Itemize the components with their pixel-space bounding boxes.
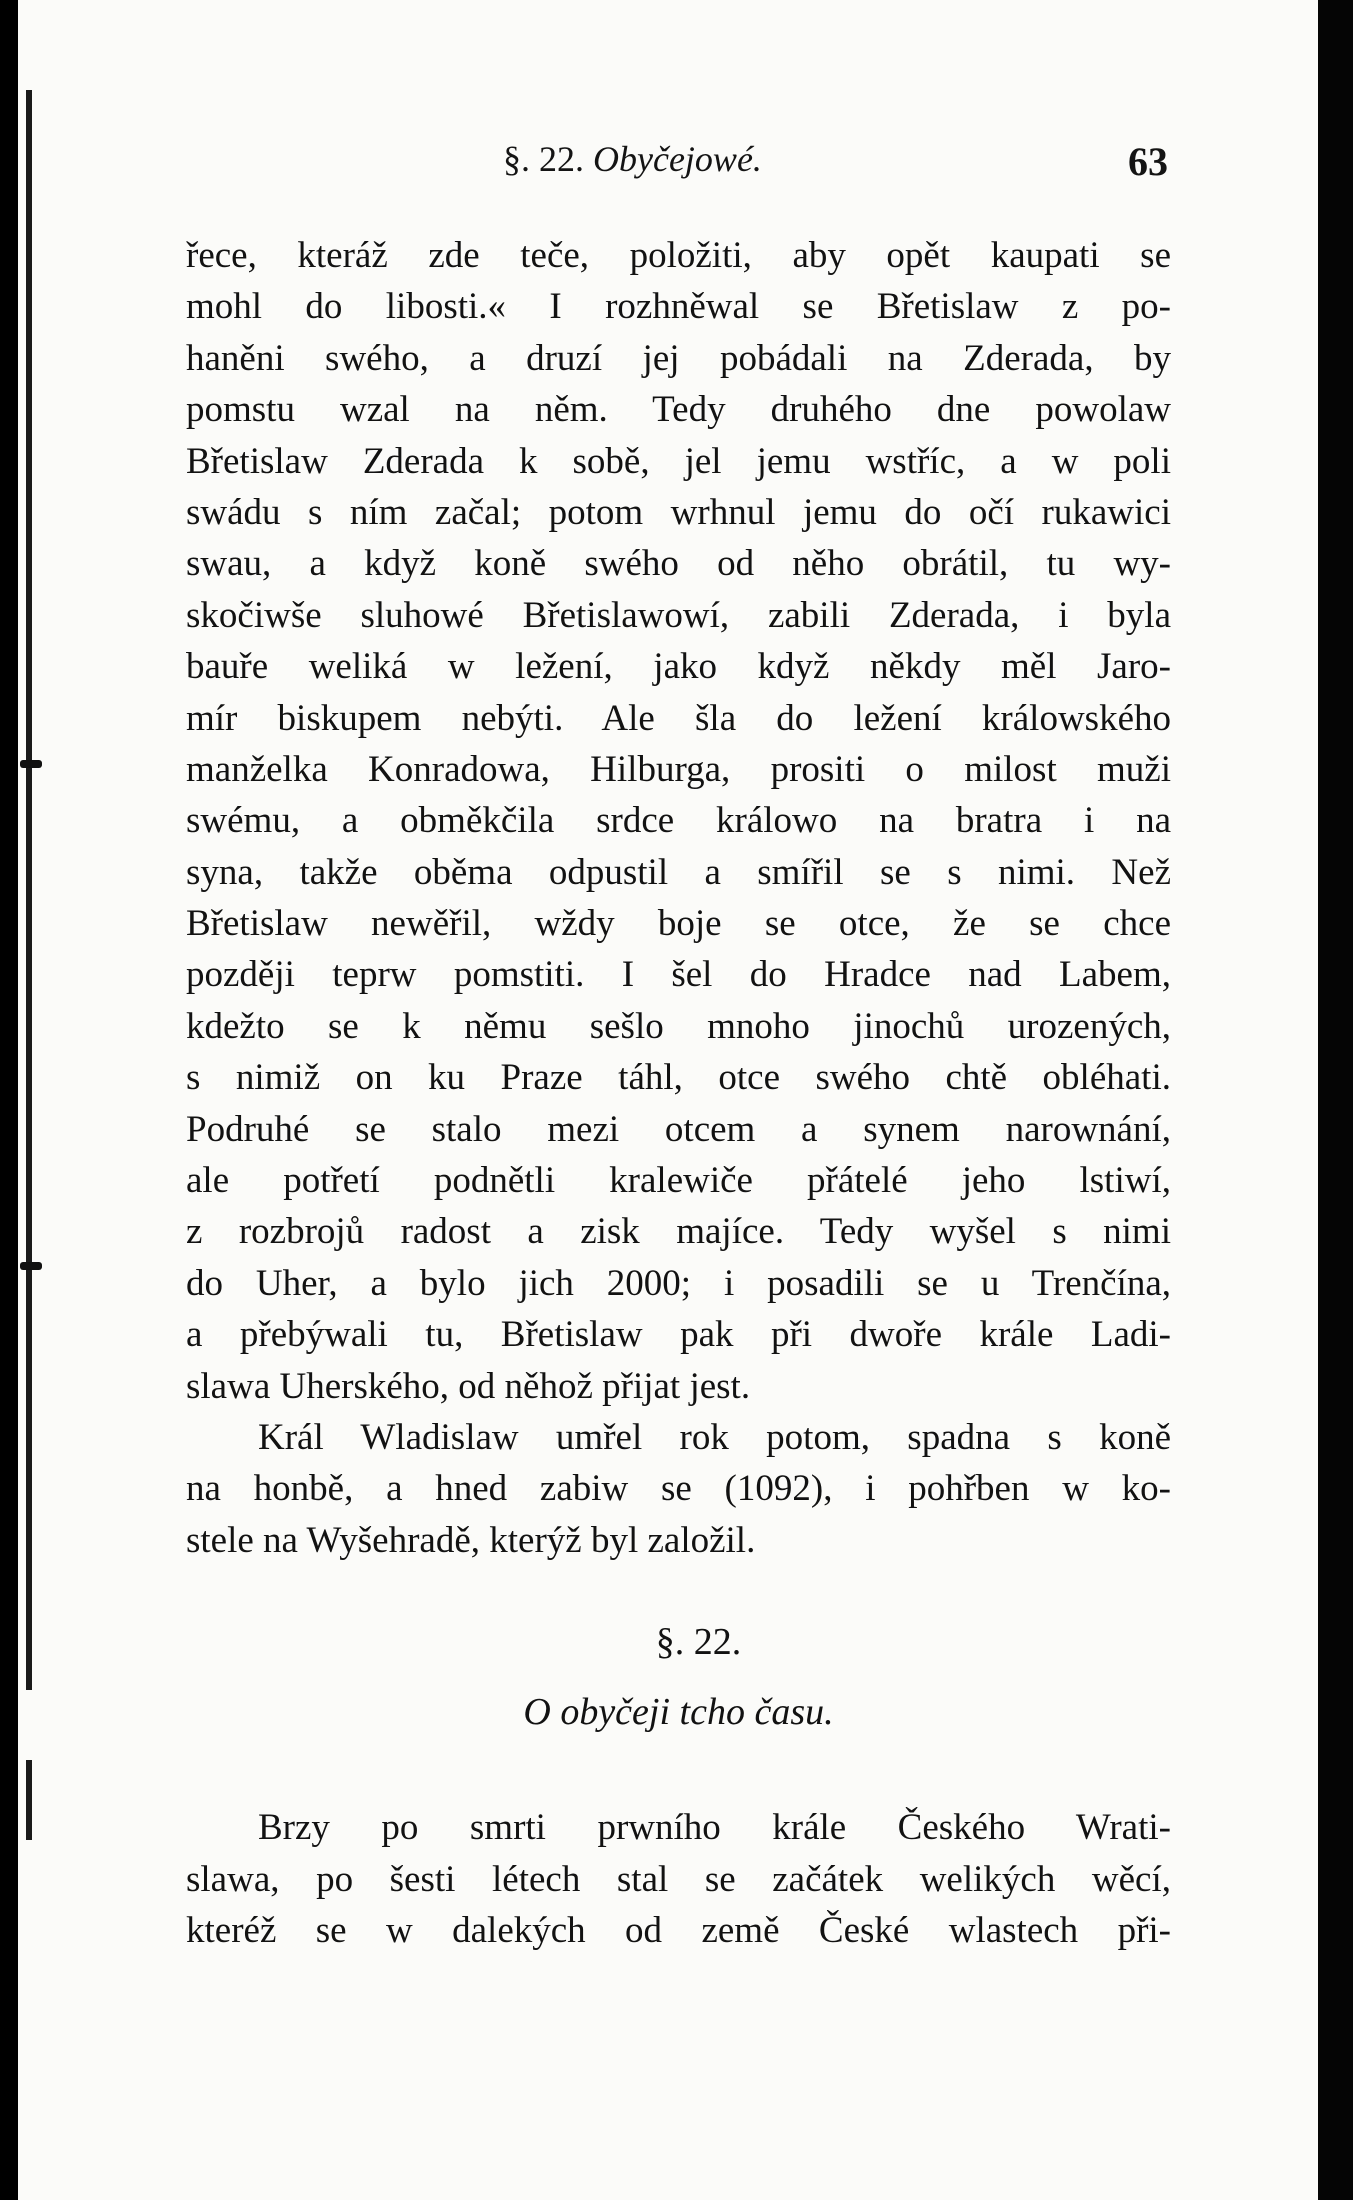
text-line: Král Wladislaw umřel rok potom, spadna s koně	[258, 1416, 1171, 1458]
text-line: skočiwše sluhowé Břetislawowí, zabili Zderada, i byla	[186, 594, 1171, 636]
page-binding-edge-lower	[26, 1760, 32, 1840]
text-line: Břetislaw newěřil, wždy boje se otce, že se chce	[186, 903, 1171, 945]
running-head-title: Obyčejowé.	[593, 139, 762, 179]
text-line: swau, a když koně swého od něho obrátil, tu wy-	[186, 543, 1171, 585]
text-line: swému, a obměkčila srdce králowo na bratra i na	[186, 800, 1171, 842]
text-line: mohl do libosti.« I rozhněwal se Břetislaw z po-	[186, 286, 1171, 328]
text-line: ale potřetí podnětli kralewiče přátelé jeho lstiwí,	[186, 1160, 1171, 1202]
text-line: Podruhé se stalo mezi otcem a synem narownání,	[186, 1108, 1171, 1150]
text-line: manželka Konradowa, Hilburga, prositi o milost muži	[186, 748, 1171, 790]
text-line: později teprw pomstiti. I šel do Hradce nad Labem,	[186, 954, 1171, 996]
paragraph-3	[186, 1802, 1171, 1956]
body-text	[186, 230, 1171, 1956]
text-line: pomstu wzal na něm. Tedy druhého dne powolaw	[186, 389, 1171, 431]
text-line: haněni swého, a druzí jej pobádali na Zderada, by	[186, 337, 1171, 379]
page-binding-edge	[26, 90, 32, 1690]
text-line: z rozbrojů radost a zisk majíce. Tedy wyšel s nimi	[186, 1211, 1171, 1253]
text-line: řece, kteráž zde teče, položiti, aby opět kaupati se	[186, 235, 1171, 276]
page-number: 63	[1128, 139, 1168, 184]
book-page	[18, 0, 1318, 2200]
section-number: §. 22.	[655, 1621, 742, 1664]
text-line: Brzy po smrti prwního krále Českého Wrati-	[258, 1807, 1171, 1849]
text-line: kdežto se k němu sešlo mnoho jinochů urozených,	[186, 1005, 1171, 1047]
text-line: mír biskupem nebýti. Ale šla do ležení králowského	[186, 697, 1171, 739]
text-line: stele na Wyšehradě, kterýž byl založil.	[186, 1519, 756, 1561]
section-title: O obyčeji tcho času.	[523, 1691, 834, 1734]
scan-border	[1318, 0, 1353, 2200]
text-line: s nimiž on ku Praze táhl, otce swého chtě obléhati.	[186, 1057, 1171, 1099]
text-line: bauře weliká w ležení, jako když někdy měl Jaro-	[186, 646, 1171, 688]
paragraph-2	[186, 1412, 1171, 1566]
text-line: na honbě, a hned zabiw se (1092), i pohřben w ko-	[186, 1468, 1171, 1510]
margin-mark	[20, 760, 42, 768]
running-header	[168, 138, 1168, 188]
text-line: a přebýwali tu, Břetislaw pak při dwoře krále Ladi-	[186, 1314, 1171, 1356]
text-line: swádu s ním začal; potom wrhnul jemu do očí rukawici	[186, 491, 1171, 533]
text-line: slawa Uherského, od něhož přijat jest.	[186, 1365, 751, 1407]
text-line: kteréž se w dalekých od země České wlastech při-	[186, 1909, 1171, 1951]
margin-mark	[20, 1262, 42, 1270]
running-head-prefix: §. 22.	[503, 139, 584, 179]
running-head	[503, 138, 762, 180]
text-line: Břetislaw Zderada k sobě, jel jemu wstříc, a w poli	[186, 440, 1171, 482]
text-line: slawa, po šesti létech stal se začátek welikých wěcí,	[186, 1858, 1171, 1900]
text-line: do Uher, a bylo jich 2000; i posadili se u Trenčína,	[186, 1262, 1171, 1304]
paragraph-1	[186, 230, 1171, 1412]
text-line: syna, takže oběma odpustil a smířil se s nimi. Než	[186, 851, 1171, 893]
